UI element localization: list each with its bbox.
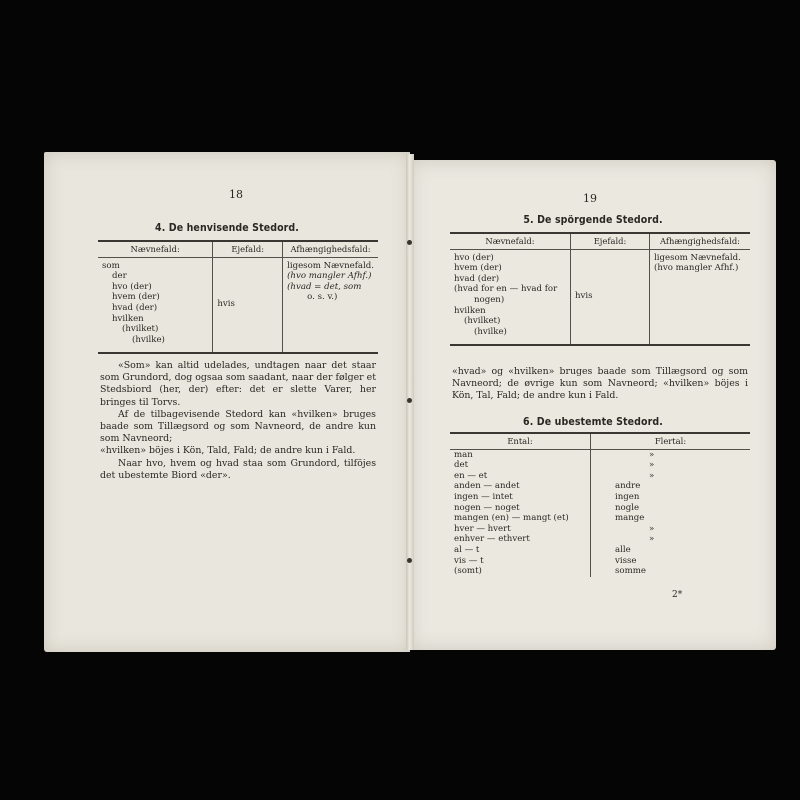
plural-cell: andre <box>591 481 751 492</box>
plural-cell: alle <box>591 545 751 556</box>
body-text <box>100 360 376 482</box>
singular-cell: al — t <box>454 544 480 555</box>
right-page <box>410 160 776 650</box>
column-header: Afhængighedsfald: <box>283 241 378 257</box>
table-row <box>450 534 750 545</box>
plural-cell: ingen <box>591 492 751 503</box>
body-text <box>452 366 748 403</box>
table-entry: (hvilket) <box>122 324 159 335</box>
paragraph: Naar hvo, hvem og hvad staa som Grundord, tilföjes det ubestemte Biord «der». <box>100 457 376 481</box>
singular-cell: det <box>454 460 469 471</box>
table-row <box>450 492 750 503</box>
table-row <box>450 524 750 535</box>
table-entry: nogen) <box>474 294 505 305</box>
paragraph: «hvilken» böjes i Kön, Tald, Fald; de andre kun i Fald. <box>100 445 356 457</box>
table-entry: hvo (der) <box>112 281 152 292</box>
table-row <box>450 449 750 460</box>
column-header: Flertal: <box>591 433 751 449</box>
table-entry: hvo (der) <box>454 252 494 263</box>
singular-cell: man <box>454 449 473 460</box>
table-entry: hvad (der) <box>454 273 500 284</box>
plural-cell: » <box>591 524 751 535</box>
plural-cell: » <box>591 471 751 482</box>
table-row <box>450 556 750 567</box>
table-entry: der <box>112 271 127 282</box>
table-entry: (hvilke) <box>132 334 165 345</box>
page-number: 18 <box>229 188 243 201</box>
singular-cell: mangen (en) — mangt (et) <box>454 513 569 524</box>
singular-cell: ingen — intet <box>454 491 513 502</box>
plural-cell: mange <box>591 513 751 524</box>
plural-cell: somme <box>591 566 751 577</box>
column-header: Nævnefald: <box>98 241 213 257</box>
table-entry: (hvad = det, som <box>287 281 362 292</box>
table-entry: som <box>102 260 120 271</box>
singular-cell: vis — t <box>454 555 484 566</box>
plural-cell: nogle <box>591 503 751 514</box>
section-heading: 5. De spörgende Stedord. <box>523 214 663 226</box>
singular-cell: en — et <box>454 470 488 481</box>
table-entry: ligesom Nævnefald. <box>654 252 741 263</box>
paragraph: «Som» kan altid udelades, undtagen naar det staar som Grundord, dog ogsaa som saadant, naar der følger et Stedsbiord (her, der) efter: det er slette Varer, her bringes til Torvs. <box>100 360 376 408</box>
table-entry: (hvilke) <box>474 326 507 337</box>
nominative-cell <box>450 249 571 345</box>
section-heading: 6. De ubestemte Stedord. <box>523 416 663 428</box>
indefinite-pronoun-table <box>450 432 750 577</box>
table-entry: o. s. v.) <box>307 292 338 303</box>
table-row <box>450 503 750 514</box>
genitive-cell <box>571 249 650 345</box>
genitive-cell <box>213 257 283 353</box>
table-entry: hvis <box>575 291 593 302</box>
column-header: Ejefald: <box>571 233 650 249</box>
table-row <box>450 566 750 577</box>
table-row <box>450 513 750 524</box>
table-entry: (hvo mangler Afhf.) <box>287 271 372 282</box>
table-entry: (hvad for en — hvad for <box>454 284 558 295</box>
left-page <box>44 152 410 652</box>
table-entry: hvilken <box>454 305 486 316</box>
plural-cell: » <box>591 534 751 545</box>
binding-hole <box>407 398 412 403</box>
column-header: Nævnefald: <box>450 233 571 249</box>
signature-mark: 2* <box>672 590 683 600</box>
paragraph: «hvad» og «hvilken» bruges baade som Tillægsord og som Navneord; de øvrige kun som Navneord; «hvilken» böjes i Kön, Tal, Fald; de andre kun i Fald. <box>452 366 748 402</box>
table-row <box>450 460 750 471</box>
singular-cell: (somt) <box>454 566 482 577</box>
plural-cell: » <box>591 449 751 460</box>
table-entry: hvem (der) <box>454 263 502 274</box>
singular-cell: enhver — ethvert <box>454 534 530 545</box>
table-entry: (hvilket) <box>464 316 501 327</box>
table-entry: (hvo mangler Afhf.) <box>654 263 739 274</box>
table-entry: hvad (der) <box>112 302 158 313</box>
plural-cell: » <box>591 460 751 471</box>
table-row <box>450 481 750 492</box>
table-entry: ligesom Nævnefald. <box>287 260 374 271</box>
relative-pronoun-table <box>98 240 378 354</box>
table-row <box>450 471 750 482</box>
singular-cell: nogen — noget <box>454 502 520 513</box>
column-header: Ejefald: <box>213 241 283 257</box>
section-heading: 4. De henvisende Stedord. <box>155 222 299 234</box>
singular-cell: hver — hvert <box>454 523 511 534</box>
singular-cell: anden — andet <box>454 481 520 492</box>
dependent-cell <box>283 257 378 353</box>
page-number: 19 <box>583 192 597 205</box>
binding-hole <box>407 240 412 245</box>
interrogative-pronoun-table <box>450 232 750 346</box>
table-entry: hvis <box>217 299 235 310</box>
column-header: Afhængighedsfald: <box>650 233 751 249</box>
table-entry: hvilken <box>112 313 144 324</box>
indefinite-table-body <box>450 449 750 577</box>
table-entry: hvem (der) <box>112 292 160 303</box>
binding-hole <box>407 558 412 563</box>
nominative-cell <box>98 257 213 353</box>
paragraph: Af de tilbagevisende Stedord kan «hvilken» bruges baade som Tillægsord og som Navneord, de andre kun som Navneord; <box>100 408 376 445</box>
dependent-cell <box>650 249 751 345</box>
plural-cell: visse <box>591 556 751 567</box>
table-row <box>450 545 750 556</box>
column-header: Ental: <box>450 433 591 449</box>
